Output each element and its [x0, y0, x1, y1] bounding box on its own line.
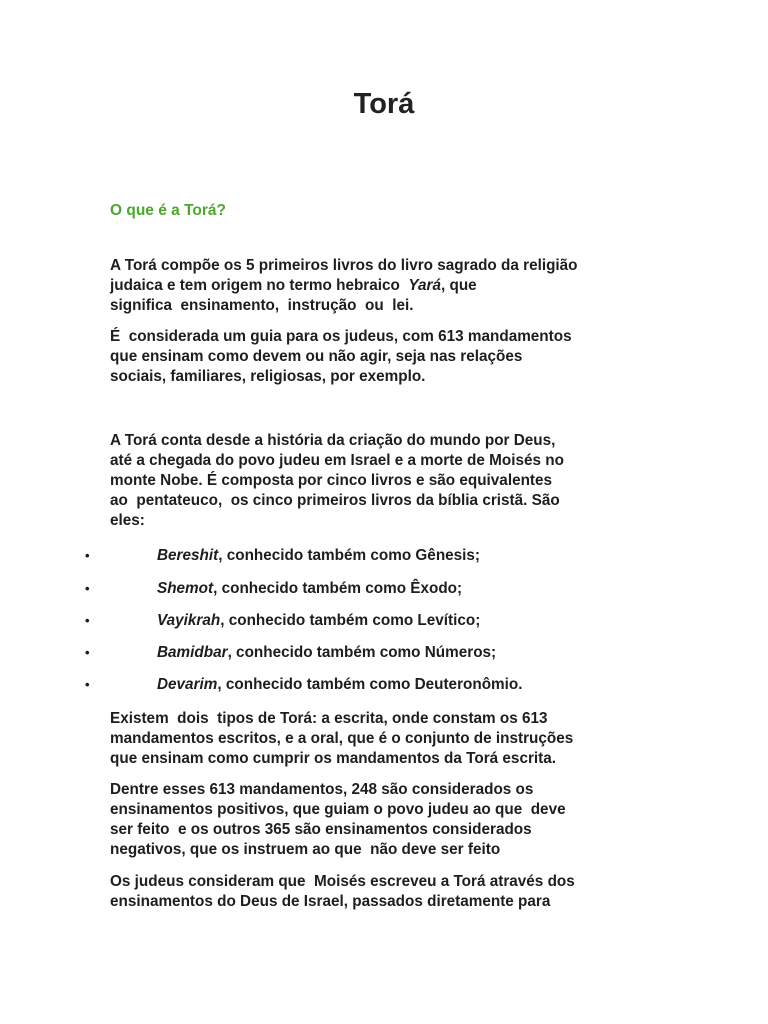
book-name: Bereshit — [157, 547, 219, 564]
book-name: Vayikrah — [157, 612, 221, 629]
paragraph-guide — [110, 327, 670, 387]
list-item — [0, 611, 768, 631]
paragraph-commandments — [110, 780, 670, 860]
text-line: Dentre esses 613 mandamentos, 248 são considerados os — [110, 781, 534, 798]
text-line: que ensinam como devem ou não agir, seja nas relações — [110, 348, 523, 365]
list-item-text — [157, 675, 523, 695]
book-description: , conhecido também como Êxodo; — [213, 580, 463, 597]
bullet-icon: • — [85, 677, 90, 692]
paragraph-intro — [110, 256, 670, 316]
book-name: Bamidbar — [157, 644, 228, 661]
document-title: Torá — [353, 88, 415, 120]
book-description: , conhecido também como Números; — [227, 644, 497, 661]
book-description: , conhecido também como Gênesis; — [218, 547, 481, 564]
paragraph-moses — [110, 872, 670, 912]
text-line: ao pentateuco, os cinco primeiros livros da bíblia cristã. São — [110, 492, 560, 509]
bullet-icon: • — [85, 645, 90, 660]
text-line: até a chegada do povo judeu em Israel e a morte de Moisés no — [110, 452, 564, 469]
text-line — [110, 276, 670, 296]
paragraph-types — [110, 709, 670, 769]
list-item — [0, 546, 768, 566]
text-line: que ensinam como cumprir os mandamentos da Torá escrita. — [110, 750, 556, 767]
book-description: , conhecido também como Levítico; — [220, 612, 481, 629]
bullet-icon: • — [85, 581, 90, 596]
text-line: monte Nobe. É composta por cinco livros e são equivalentes — [110, 472, 553, 489]
text-line: mandamentos escritos, e a oral, que é o conjunto de instruções — [110, 730, 574, 747]
text-line: ser feito e os outros 365 são ensinamentos considerados — [110, 821, 532, 838]
text-line: É considerada um guia para os judeus, com 613 mandamentos — [110, 328, 572, 345]
bullet-icon: • — [85, 613, 90, 628]
text-line: A Torá compõe os 5 primeiros livros do livro sagrado da religião — [110, 257, 578, 274]
text-line: Existem dois tipos de Torá: a escrita, onde constam os 613 — [110, 710, 548, 727]
section-heading: O que é a Torá? — [110, 202, 226, 219]
text-segment: , que — [440, 277, 477, 294]
text-line: eles: — [110, 512, 145, 529]
book-name: Shemot — [157, 580, 214, 597]
bullet-icon: • — [85, 548, 90, 563]
text-line: ensinamentos do Deus de Israel, passados diretamente para — [110, 893, 551, 910]
list-item-text — [157, 546, 480, 566]
text-line: negativos, que os instruem ao que não deve ser feito — [110, 841, 501, 858]
text-line: A Torá conta desde a história da criação do mundo por Deus, — [110, 432, 556, 449]
list-item — [0, 675, 768, 695]
list-item — [0, 643, 768, 663]
text-line: ensinamentos positivos, que guiam o povo judeu ao que deve — [110, 801, 566, 818]
list-item-text — [157, 611, 480, 631]
list-item — [0, 579, 768, 599]
text-line: significa ensinamento, instrução ou lei. — [110, 297, 414, 314]
italic-term: Yará — [408, 277, 441, 294]
paragraph-history — [110, 431, 670, 531]
book-description: , conhecido também como Deuteronômio. — [217, 676, 523, 693]
text-line: Os judeus consideram que Moisés escreveu a Torá através dos — [110, 873, 575, 890]
list-item-text — [157, 643, 496, 663]
text-line: sociais, familiares, religiosas, por exemplo. — [110, 368, 426, 385]
book-name: Devarim — [157, 676, 218, 693]
list-item-text — [157, 579, 462, 599]
text-segment: judaica e tem origem no termo hebraico — [110, 277, 409, 294]
